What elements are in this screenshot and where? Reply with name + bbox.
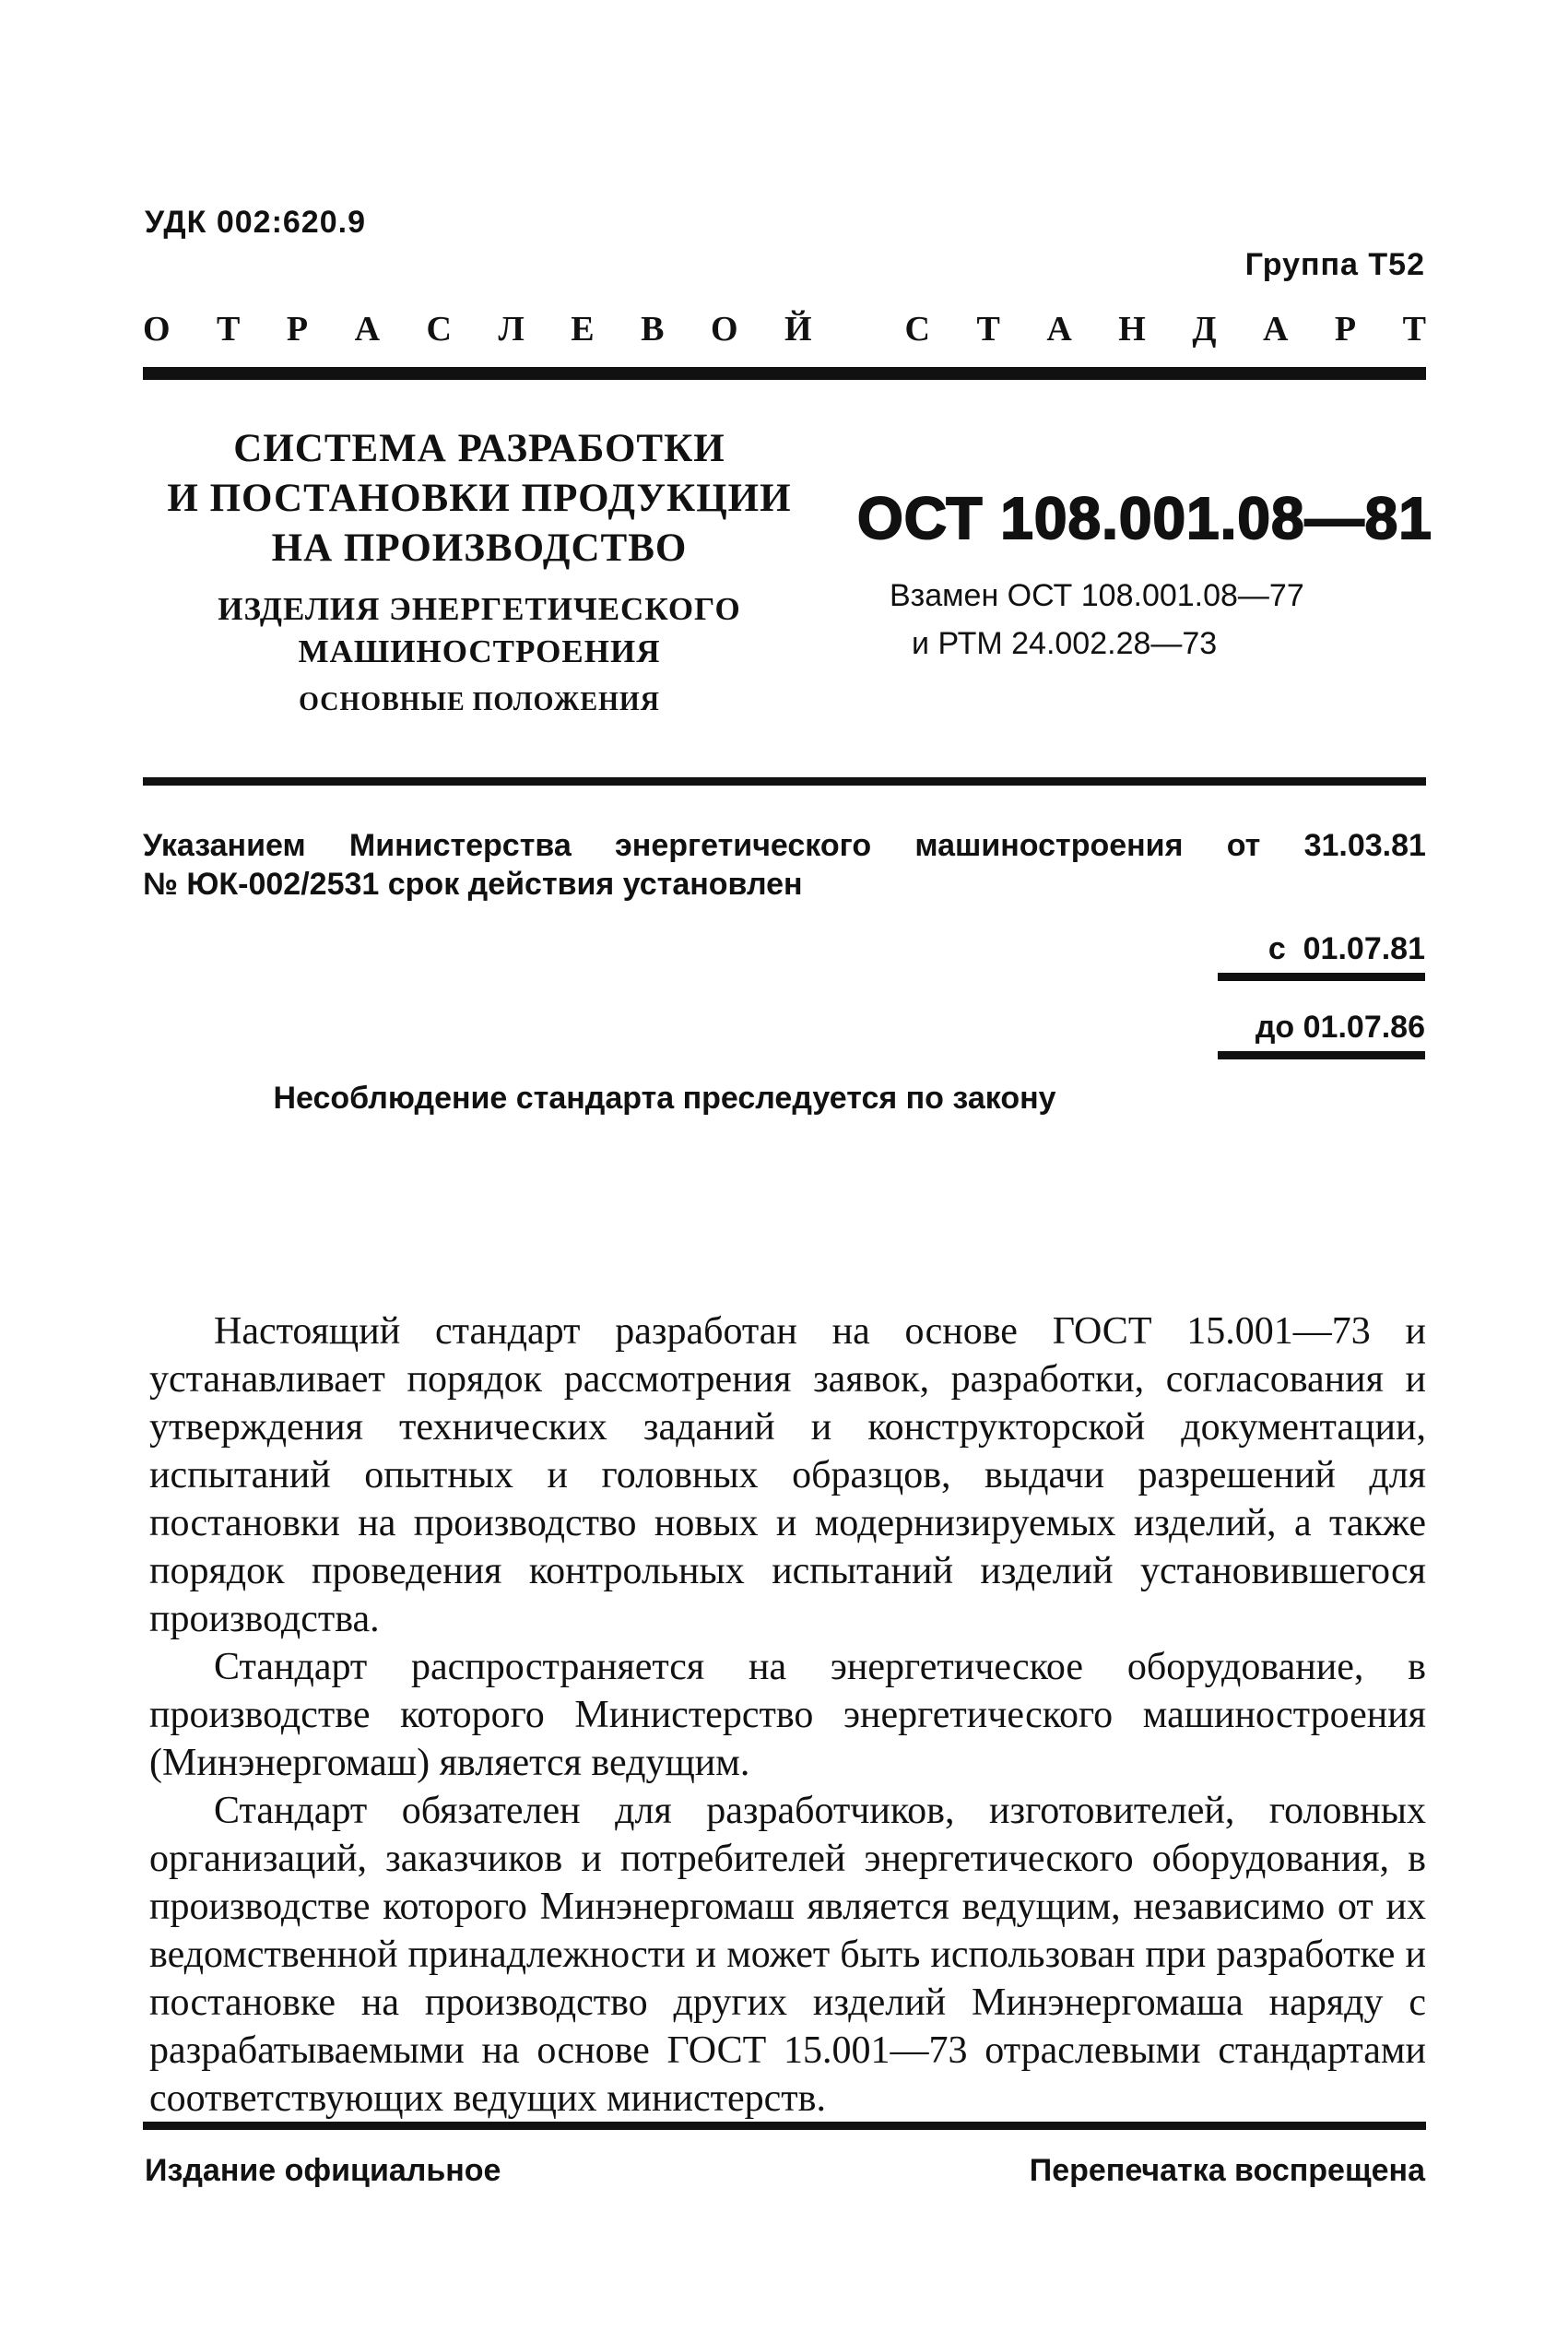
replaces-note <box>890 572 1304 668</box>
replaces-line: и РТМ 24.002.28—73 <box>912 626 1218 661</box>
decree-word: Указанием <box>143 828 306 863</box>
footer-reprint-prohibited: Перепечатка воспрещена <box>1029 2153 1425 2188</box>
udk-code: УДК 002:620.9 <box>145 205 366 240</box>
heading-letter: О <box>143 310 171 349</box>
subtitle-line: МАШИНОСТРОЕНИЯ <box>298 633 661 669</box>
branch-standard-heading <box>143 309 1426 349</box>
legal-warning <box>143 1081 1426 1117</box>
heading-letter: Д <box>1192 310 1217 349</box>
heading-letter: Е <box>571 310 595 349</box>
title-sub-subtitle: ОСНОВНЫЕ ПОЛОЖЕНИЯ <box>299 688 660 716</box>
footer-rule <box>143 2122 1426 2130</box>
decree-word: 31.03.81 <box>1303 828 1426 863</box>
body-paragraph: Стандарт обязателен для разработчиков, изготовителей, головных организаций, заказчиков и потребителей энергетического оборудования, в производстве которого Минэнергомаш является ведущим, независимо от их ведомственной принадлежности и может быть использован при разработке и постановке на производство других изделий Минэнергомаша наряду с разрабатываемыми на основе ГОСТ 15.001—73 отраслевыми стандартами соответствующих ведущих министерств. <box>149 1790 1426 2120</box>
validity-from <box>1218 931 1425 981</box>
heading-letter: Р <box>286 310 309 349</box>
heading-letter: Т <box>1402 310 1426 349</box>
heading-letter: Л <box>498 310 525 349</box>
replaces-line: Взамен ОСТ 108.001.08—77 <box>890 578 1304 613</box>
heading-letter: А <box>354 310 381 349</box>
decree-line: № ЮК-002/2531 срок действия установлен <box>143 867 803 902</box>
decree-word: энергетического <box>615 828 872 863</box>
decree-word: Министерства <box>348 828 572 863</box>
standard-code: ОСТ 108.001.08—81 <box>857 485 1432 551</box>
decree-line <box>143 826 1426 865</box>
decree-word: машиностроения <box>914 828 1184 863</box>
body-paragraph: Стандарт распространяется на энергетическое оборудование, в производстве которого Министерство энергетического машиностроения (Минэнергомаш) является ведущим. <box>149 1646 1426 1784</box>
group-code: Группа Т52 <box>1244 247 1425 282</box>
heading-letter: Т <box>976 310 1000 349</box>
heading-letter: О <box>710 310 738 349</box>
validity-to-date: до 01.07.86 <box>1218 1010 1425 1059</box>
title-line: СИСТЕМА РАЗРАБОТКИ <box>233 427 725 470</box>
heading-letter: А <box>1262 310 1289 349</box>
footer-official-edition: Издание официальное <box>145 2153 501 2188</box>
title-line: И ПОСТАНОВКИ ПРОДУКЦИИ <box>167 477 792 520</box>
heading-letter: Т <box>217 310 241 349</box>
validity-to <box>1218 1010 1425 1059</box>
heading-letter: Н <box>1118 310 1146 349</box>
title-subtitle <box>143 588 816 673</box>
title-main <box>143 424 816 574</box>
title-block <box>143 424 816 721</box>
heading-letter: С <box>426 310 452 349</box>
decree-word: от <box>1226 828 1261 863</box>
header-rule <box>143 367 1426 380</box>
heading-letter: Й <box>784 310 812 349</box>
heading-letter: С <box>904 310 930 349</box>
body-paragraph: Настоящий стандарт разработан на основе ГОСТ 15.001—73 и устанавливает порядок рассмотрения заявок, разработки, согласования и утверждения технических заданий и конструкторской документации, испытаний опытных и головных образцов, выдачи разрешений для постановки на производство новых и модернизируемых изделий, а также порядок проведения контрольных испытаний изделий установившегося производства. <box>149 1310 1426 1640</box>
body-text <box>149 1307 1426 2123</box>
legal-warning-text: Несоблюдение стандарта преследуется по закону <box>273 1081 1056 1116</box>
section-rule <box>143 777 1426 786</box>
subtitle-line: ИЗДЕЛИЯ ЭНЕРГЕТИЧЕСКОГО <box>218 591 741 627</box>
heading-letter: В <box>641 310 665 349</box>
heading-letter: Р <box>1334 310 1357 349</box>
decree-text <box>143 826 1426 904</box>
validity-from-date: с 01.07.81 <box>1218 931 1425 981</box>
heading-letter: А <box>1046 310 1072 349</box>
title-line: НА ПРОИЗВОДСТВО <box>271 526 688 570</box>
